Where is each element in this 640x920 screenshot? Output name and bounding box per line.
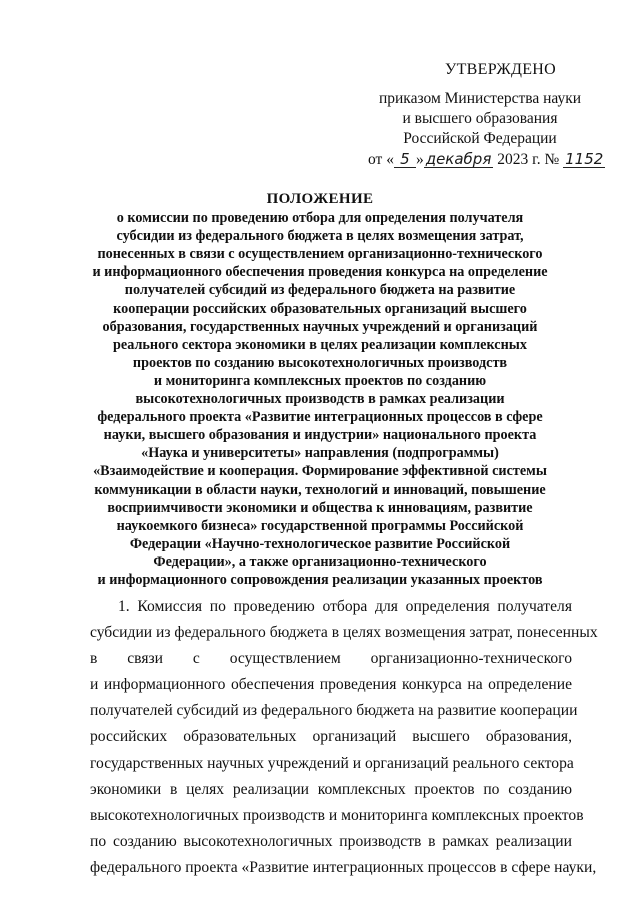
heading-line: понесенных в связи с осуществлением организационно-технического (97, 246, 543, 263)
heading-line: высокотехнологичных производств в рамках реализации (135, 391, 505, 408)
handwritten-order-number: 1152 (565, 150, 604, 168)
heading-line: и мониторинга комплексных проектов по созданию (153, 372, 487, 389)
body-line: в связи с осуществлением организационно-технического (90, 650, 572, 668)
body-line: государственных научных учреждений и организаций реального сектора (90, 754, 574, 772)
heading-line: кооперации российских образовательных организаций высшего (113, 300, 527, 317)
approval-stamp-block (360, 60, 604, 170)
heading-line: реального сектора экономики в целях реализации комплексных (113, 336, 527, 353)
approval-title: УТВЕРЖДЕНО (444, 61, 556, 78)
heading-line: науки, высшего образования и индустрии» национального проекта (103, 427, 537, 444)
heading-title: ПОЛОЖЕНИЕ (266, 191, 374, 207)
heading-line: Федерации», а также организационно-технического (153, 553, 487, 570)
body-line: высокотехнологичных производств и мониторинга комплексных проектов (90, 806, 584, 824)
body-line: экономики в целях реализации комплексных проектов по созданию (90, 780, 572, 798)
handwritten-month: декабря (425, 150, 492, 168)
year-text: 2023 г. № (497, 151, 560, 168)
date-prefix: от « (368, 151, 394, 168)
body-line: получателей субсидий из федерального бюджета на развитие кооперации (90, 702, 578, 720)
heading-line: о комиссии по проведению отбора для определения получателя (116, 210, 524, 227)
body-line: 1. Комиссия по проведению отбора для определения получателя (118, 598, 572, 615)
heading-line: проектов по созданию высокотехнологичных производств (132, 354, 508, 371)
body-paragraph (90, 594, 598, 881)
heading-line: и информационного обеспечения проведения конкурса на определение (92, 264, 548, 281)
heading-line: наукоемкого бизнеса» государственной программы Российской (116, 517, 524, 534)
heading-line: получателей субсидий из федерального бюджета на развитие (124, 282, 516, 299)
approval-line-3: Российской Федерации (403, 130, 557, 147)
approval-line-1: приказом Министерства науки (378, 90, 582, 107)
body-line: федерального проекта «Развитие интеграционных процессов в сфере науки, (90, 858, 597, 876)
heading-line: образования, государственных научных учреждений и организаций (102, 318, 538, 335)
heading-line: Федерации «Научно-технологическое развитие Российской (129, 535, 511, 552)
heading-line: «Наука и университеты» направления (подпрограммы) (141, 445, 499, 462)
body-line: российских образовательных организаций высшего образования, (90, 728, 572, 746)
date-mid: » (415, 151, 424, 168)
body-line: по созданию высокотехнологичных производств в рамках реализации (90, 832, 572, 850)
heading-line: коммуникации в области науки, технологий и инноваций, повышение (94, 481, 546, 498)
body-line: и информационного обеспечения проведения конкурса на определение (90, 676, 572, 694)
document-heading (70, 190, 570, 589)
heading-line: субсидии из федерального бюджета в целях возмещения затрат, (116, 228, 524, 245)
heading-line: и информационного сопровождения реализации указанных проектов (97, 571, 543, 588)
heading-line: восприимчивости экономики и общества к инновациям, развитие (107, 499, 533, 516)
approval-date-line (360, 150, 604, 170)
heading-line: «Взаимодействие и кооперация. Формирование эффективной системы (93, 463, 547, 480)
approval-line-2: и высшего образования (402, 110, 558, 127)
body-line: субсидии из федерального бюджета в целях возмещения затрат, понесенных (90, 624, 598, 642)
heading-line: федерального проекта «Развитие интеграционных процессов в сфере (97, 409, 543, 426)
handwritten-day: 5 (394, 151, 416, 168)
